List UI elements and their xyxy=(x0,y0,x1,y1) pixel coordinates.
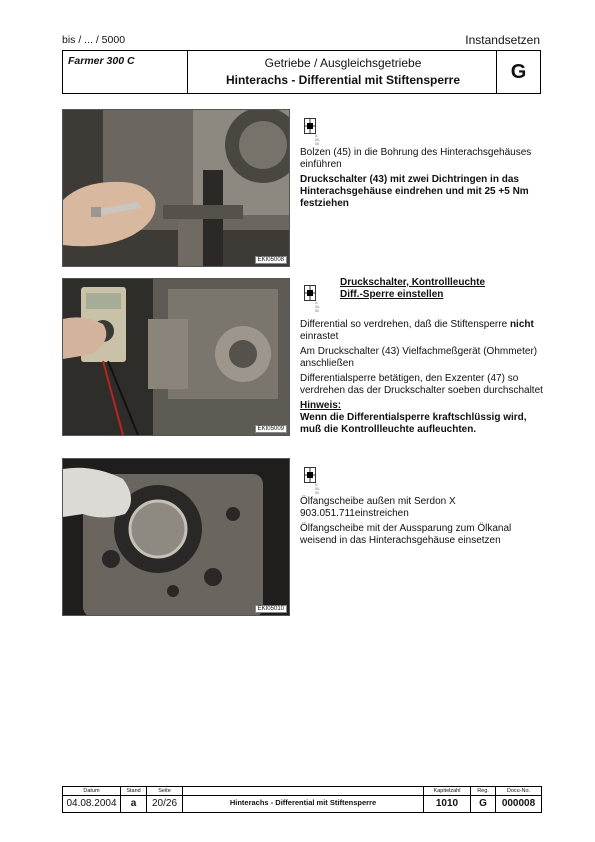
subheading-line2: Diff.-Sperre einstellen xyxy=(340,289,444,300)
footer-docu-label: Docu-No. xyxy=(496,787,541,796)
footer-datum xyxy=(63,787,121,812)
step-1-text xyxy=(300,147,545,213)
step-2-para-1-bold: nicht xyxy=(509,319,534,330)
photo-step-3 xyxy=(62,458,290,616)
register-letter: G xyxy=(496,51,540,93)
footer-stand-value: a xyxy=(130,798,137,809)
footer-kapitel-label: Kapitelzahl xyxy=(424,787,470,796)
photo-multimeter-differential xyxy=(63,279,289,435)
header-title-line1: Getriebe / Ausgleichsgetriebe xyxy=(264,56,422,70)
procedure-symbol-icon xyxy=(304,118,321,146)
footer-kapitel xyxy=(423,787,471,812)
step-2-para-1-end: einrastet xyxy=(300,331,339,342)
footer-stand xyxy=(121,787,147,812)
footer-seite-value: 20/26 xyxy=(151,798,178,809)
photo-code: EKI05008 xyxy=(255,256,287,264)
procedure-symbol-icon xyxy=(304,285,321,313)
step-3-para-2: Ölfangscheibe mit der Aussparung zum Ölkanal weisend in das Hinterachsgehäuse einsetzen xyxy=(300,523,512,546)
header-title-line2: Hinterachs - Differential mit Stiftensperre xyxy=(225,73,461,87)
hint-label: Hinweis: xyxy=(300,400,342,411)
photo-step-2 xyxy=(62,278,290,436)
footer-reg-value: G xyxy=(479,798,487,809)
hint-text: Wenn die Differentialsperre kraftschlüssig wird, muß die Kontrollleuchte aufleuchten. xyxy=(300,412,527,435)
step-1-instruction-bold: Druckschalter (43) mit zwei Dichtringen in das Hinterachsgehäuse eindrehen und mit 25 +5 Nm festziehen xyxy=(300,174,529,209)
symbol-ref: 0-00-00 xyxy=(315,483,321,495)
procedure-symbol-icon xyxy=(304,467,321,495)
step-3-para-1: Ölfangscheibe außen mit Serdon X 903.051.711einstreichen xyxy=(300,496,456,519)
footer-reg-label: Reg. xyxy=(471,787,495,796)
symbol-ref: 0-00-00 xyxy=(315,134,321,146)
step-2-para-1-start: Differential so verdrehen, daß die Stiftensperre xyxy=(300,319,510,330)
section-subheading xyxy=(340,277,485,301)
footer-stand-label: Stand xyxy=(121,787,146,796)
photo-hand-pressure-switch xyxy=(63,110,289,266)
symbol-ref: 0-00-00 xyxy=(315,301,321,313)
step-2-para-3: Differentialsperre betätigen, den Exzenter (47) so verdrehen das der Druckschalter soeben durchschaltet xyxy=(300,373,543,396)
step-2-para-2: Am Druckschalter (43) Vielfachmeßgerät (Ohmmeter) anschließen xyxy=(300,346,538,369)
photo-oil-baffle-plate xyxy=(63,459,289,616)
subheading-line1: Druckschalter, Kontrollleuchte xyxy=(340,277,486,288)
model-name: Farmer 300 C xyxy=(63,51,188,93)
document-range: bis / ... / 5000 xyxy=(62,34,126,46)
footer-reg xyxy=(471,787,496,812)
step-2-text xyxy=(300,319,545,436)
step-3-text xyxy=(300,496,545,550)
footer-datum-label: Datum xyxy=(63,787,120,796)
photo-code: EKI05009 xyxy=(255,425,287,433)
footer-table xyxy=(62,786,542,813)
photo-step-1 xyxy=(62,109,290,267)
footer-title: Hinterachs - Differential mit Stiftensperre xyxy=(229,798,377,807)
footer-docu xyxy=(496,787,541,812)
header-box xyxy=(62,50,541,94)
footer-seite-label: Seite xyxy=(147,787,182,796)
footer-kapitel-value: 1010 xyxy=(435,798,459,809)
step-1-instruction: Bolzen (45) in die Bohrung des Hinterachsgehäuses einführen xyxy=(300,147,532,170)
footer-datum-value: 04.08.2004 xyxy=(66,798,117,809)
section-label: Instandsetzen xyxy=(465,33,540,47)
step-2-para-1 xyxy=(300,319,545,343)
photo-code: EKI05010 xyxy=(255,605,287,613)
header-title xyxy=(188,51,498,93)
footer-seite xyxy=(147,787,183,812)
footer-docu-value: 000008 xyxy=(501,798,536,809)
